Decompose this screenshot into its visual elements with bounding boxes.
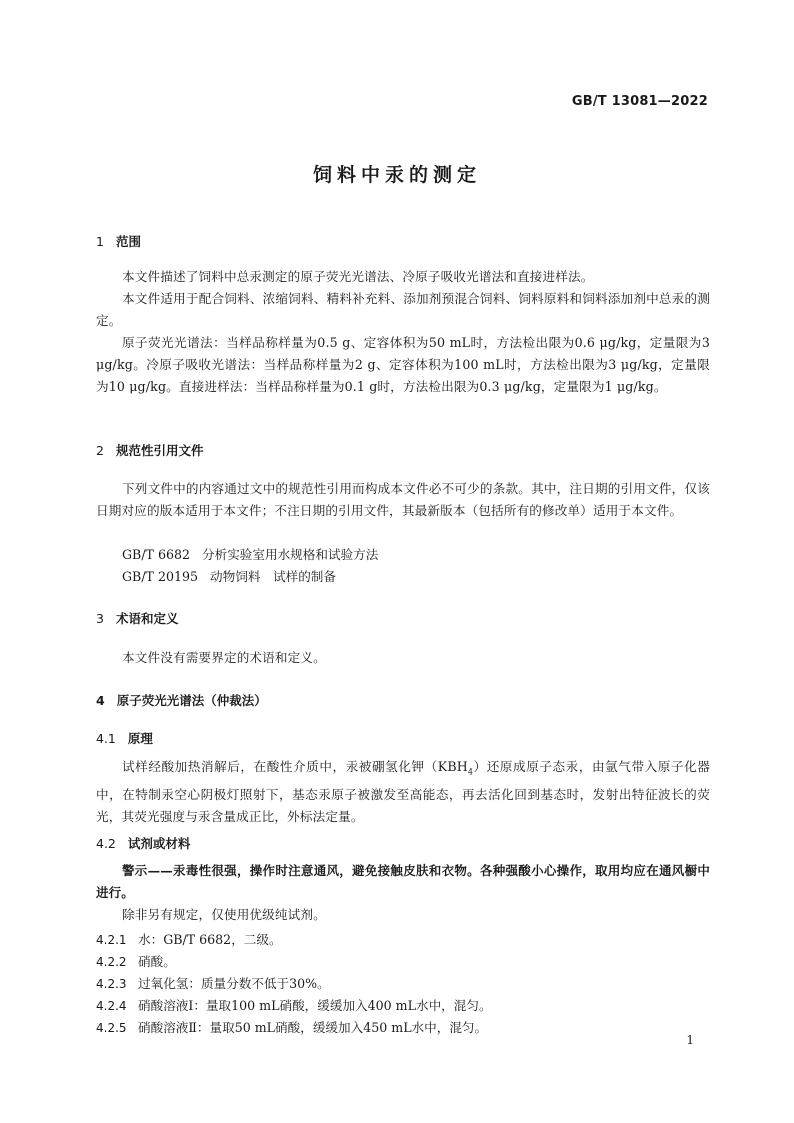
item-number: 4.2.3 [96,977,127,991]
section-4-2-heading [96,834,190,852]
item-number: 4.2.5 [96,1021,127,1035]
reagent-item [96,951,176,970]
section-4-1-heading [96,729,153,747]
reference-code: GB/T 6682 [122,547,191,562]
section-3-heading [96,609,178,627]
standard-number: GB/T 13081—2022 [571,94,708,109]
reagent-note: 除非另有规定，仅使用优级纯试剂。 [122,907,326,922]
section-title: 术语和定义 [115,611,179,626]
reagent-item [96,973,330,992]
principle-text-part-2: ）还原成原子态汞，由氩气带入原子化器中，在特制汞空心阴极灯照射下，基态汞原子被激发至高能态，再去活化回到基态时，发射出特征波长的荧光，其荧光强度与汞含量成正比，外标法定量。 [96,759,711,824]
item-text: 硝酸。 [138,954,176,969]
section-4-heading [96,691,267,709]
subscript-4: 4 [467,767,474,777]
section-2-heading [96,441,203,459]
section-1-paragraph-3: 原子荧光光谱法：当样品称样量为0.5 g、定容体积为50 mL时，方法检出限为0.6 μg/kg，定量限为3 μg/kg。冷原子吸收光谱法：当样品称样量为2 g、定容体积为100 mL时，方法检出限为3 μg/kg，定量限为10 μg/kg。直接进样法：当样品称样量为0.1 g时，方法检出限为0.3 μg/kg，定量限为1 μg/kg。 [96,335,710,394]
section-3-paragraph-1: 本文件没有需要界定的术语和定义。 [122,650,326,665]
section-title: 规范性引用文件 [115,443,204,458]
normative-reference [122,544,378,563]
item-text: 水：GB/T 6682，二级。 [138,932,282,947]
principle-text-part-1: 试样经酸加热消解后，在酸性介质中，汞被硼氢化钾（KBH [122,759,468,774]
item-number: 4.2.4 [96,999,127,1013]
section-number: 2 [96,443,104,458]
section-number: 1 [96,234,104,249]
section-number: 4 [96,693,105,708]
section-title: 原理 [127,731,153,746]
normative-reference [122,566,336,585]
item-number: 4.2.2 [96,955,127,969]
section-1-paragraph-2: 本文件适用于配合饲料、浓缩饲料、精料补充料、添加剂预混合饲料、饲料原料和饲料添加剂中总汞的测定。 [96,291,710,328]
reference-title: 动物饲料 试样的制备 [210,569,336,584]
document-title: 饲料中汞的测定 [312,164,481,186]
section-4-1-paragraph [96,756,710,828]
reagent-item [96,929,282,948]
section-title: 原子荧光光谱法（仲裁法） [116,693,267,708]
section-1-paragraph-1: 本文件描述了饲料中总汞测定的原子荧光光谱法、冷原子吸收光谱法和直接进样法。 [122,269,594,284]
reagent-item [96,1017,487,1036]
section-number: 4.1 [96,731,116,746]
section-title: 范围 [115,234,141,249]
section-number: 3 [96,611,104,626]
section-number: 4.2 [96,836,116,851]
item-text: 过氧化氢：质量分数不低于30%。 [138,976,330,991]
section-2-paragraph-1: 下列文件中的内容通过文中的规范性引用而构成本文件必不可少的条款。其中，注日期的引用文件，仅该日期对应的版本适用于本文件；不注日期的引用文件，其最新版本（包括所有的修改单）适用于本文件。 [96,481,710,518]
item-number: 4.2.1 [96,933,127,947]
section-title: 试剂或材料 [127,836,191,851]
reference-code: GB/T 20195 [122,569,199,584]
safety-warning: 警示——汞毒性很强，操作时注意通风，避免接触皮肤和衣物。各种强酸小心操作，取用均应在通风橱中进行。 [96,863,710,900]
reference-title: 分析实验室用水规格和试验方法 [202,547,379,562]
reagent-item [96,995,492,1014]
item-text: 硝酸溶液Ⅱ：量取50 mL硝酸，缓缓加入450 mL水中，混匀。 [138,1020,488,1035]
section-1-heading [96,232,141,250]
item-text: 硝酸溶液Ⅰ：量取100 mL硝酸，缓缓加入400 mL水中，混匀。 [138,998,492,1013]
page-number: 1 [686,1033,694,1047]
